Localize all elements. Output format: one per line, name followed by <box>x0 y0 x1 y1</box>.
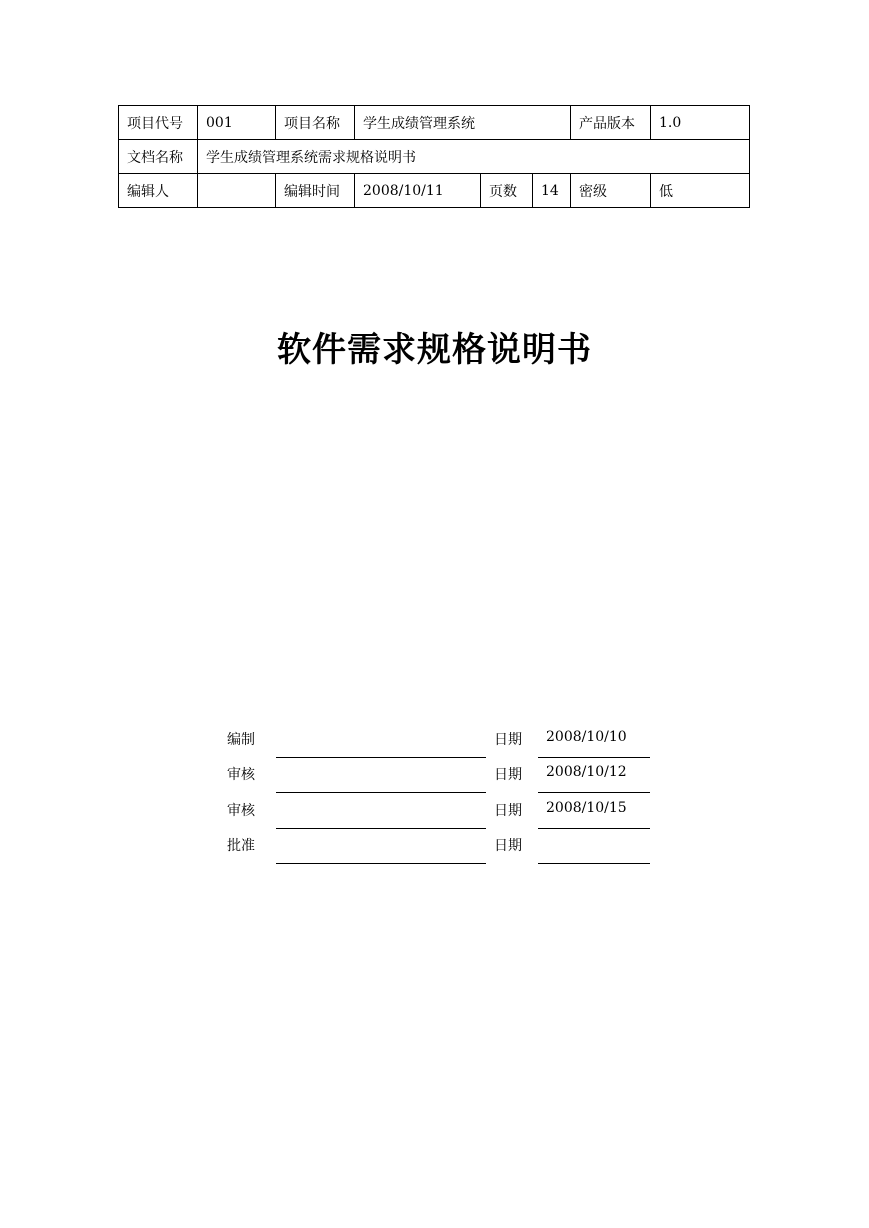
info-row-1 <box>119 106 750 140</box>
security-label: 密级 <box>571 174 651 208</box>
edit-time-value: 2008/10/11 <box>355 174 481 208</box>
info-row-3 <box>119 174 750 208</box>
doc-name-value: 学生成绩管理系统需求规格说明书 <box>198 140 750 174</box>
signoff-date-value: 2008/10/15 <box>546 800 627 816</box>
document-info-table <box>118 105 750 208</box>
security-value: 低 <box>651 174 750 208</box>
edit-time-label: 编辑时间 <box>276 174 355 208</box>
signoff-role-label: 编制 <box>227 732 255 748</box>
signoff-role-label: 审核 <box>227 803 255 819</box>
signoff-date-label: 日期 <box>494 803 522 819</box>
project-name-value: 学生成绩管理系统 <box>355 106 571 140</box>
doc-name-label: 文档名称 <box>119 140 198 174</box>
project-code-value: 001 <box>198 106 276 140</box>
project-name-label: 项目名称 <box>276 106 355 140</box>
signoff-row-compile <box>0 722 869 758</box>
signoff-date-label: 日期 <box>494 767 522 783</box>
document-title: 软件需求规格说明书 <box>277 330 592 370</box>
signoff-date-label: 日期 <box>494 732 522 748</box>
signoff-row-approve <box>0 828 869 864</box>
pages-label: 页数 <box>481 174 533 208</box>
signature-line <box>276 863 486 864</box>
pages-value: 14 <box>533 174 571 208</box>
editor-label: 编辑人 <box>119 174 198 208</box>
date-line <box>538 863 650 864</box>
signoff-date-label: 日期 <box>494 838 522 854</box>
signoff-date-value: 2008/10/12 <box>546 764 627 780</box>
project-code-label: 项目代号 <box>119 106 198 140</box>
signoff-date-value: 2008/10/10 <box>546 729 627 745</box>
signoff-row-review-2 <box>0 793 869 829</box>
product-version-label: 产品版本 <box>571 106 651 140</box>
signoff-role-label: 批准 <box>227 838 255 854</box>
signoff-row-review-1 <box>0 757 869 793</box>
product-version-value: 1.0 <box>651 106 750 140</box>
editor-value <box>198 174 276 208</box>
signoff-role-label: 审核 <box>227 767 255 783</box>
info-row-2 <box>119 140 750 174</box>
